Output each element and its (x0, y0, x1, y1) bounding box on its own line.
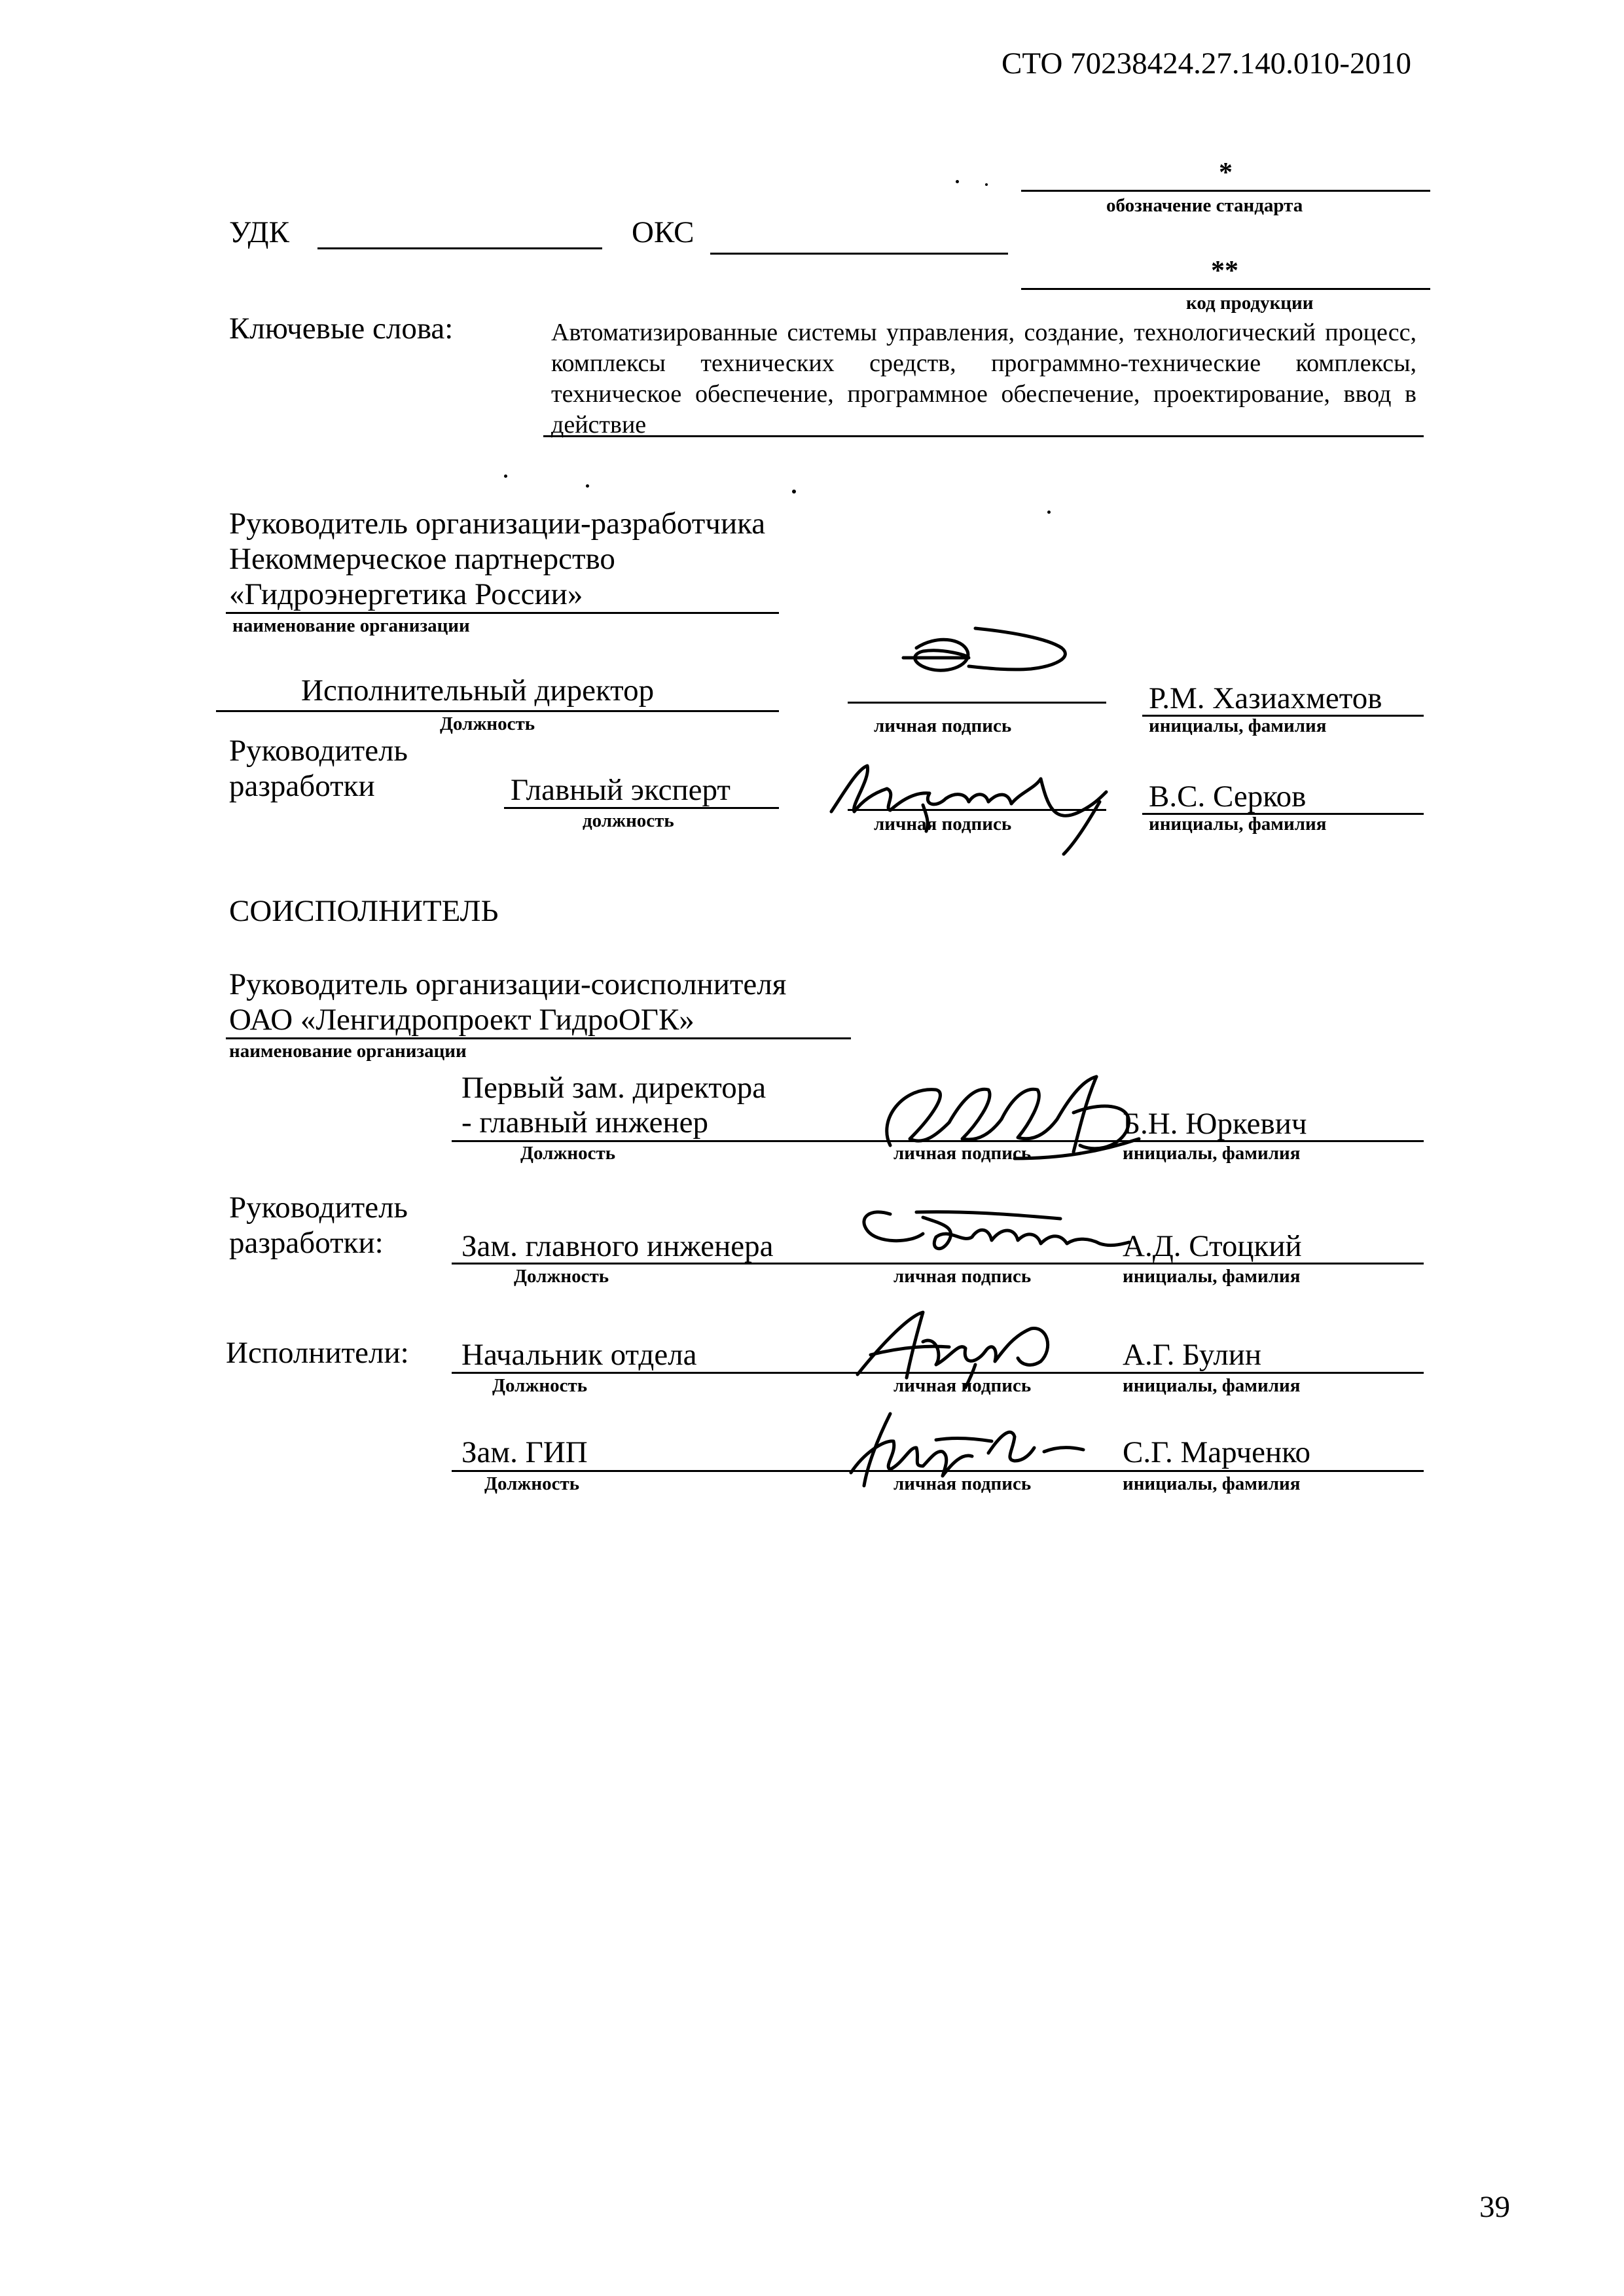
coexecutor-org-line (226, 1037, 851, 1039)
scan-speck (985, 183, 988, 186)
developer-org-caption: наименование организации (232, 615, 470, 636)
developer-lead-label-line2: разработки (229, 769, 375, 803)
developer-row1-signature-caption: личная подпись (874, 715, 1012, 736)
coexecutor-row1-position-line1: Первый зам. директора (461, 1071, 767, 1105)
developer-row2-signature-caption: личная подпись (874, 814, 1012, 834)
coexecutor-row3-name: А.Г. Булин (1123, 1338, 1262, 1372)
coexecutor-row3-position: Начальник отдела (461, 1338, 697, 1372)
developer-row1-name-caption: инициалы, фамилия (1149, 715, 1327, 736)
coexecutor-org-name: ОАО «Ленгидропроект ГидроОГК» (229, 1003, 695, 1037)
coexecutor-row4-signature-caption: личная подпись (893, 1473, 1032, 1494)
coexecutor-row4-position-caption: Должность (484, 1473, 580, 1494)
signature-serkov (825, 753, 1113, 857)
coexecutor-row3-name-caption: инициалы, фамилия (1123, 1375, 1301, 1396)
developer-row2-position-line (504, 807, 779, 809)
product-code-line (1021, 288, 1430, 290)
oks-line (710, 253, 1008, 255)
developer-row2-signature-line (848, 809, 1106, 811)
developer-head-line2: Некоммерческое партнерство (229, 542, 615, 576)
scan-speck (792, 490, 796, 493)
coexecutor-row2-name: А.Д. Стоцкий (1123, 1229, 1302, 1263)
developer-lead-label-line1: Руководитель (229, 734, 408, 768)
signature-stotsky (851, 1198, 1132, 1270)
coexecutor-row1-position-line2: - главный инженер (461, 1105, 708, 1139)
developer-row2-position-caption: должность (583, 810, 674, 831)
keywords-label: Ключевые слова: (229, 312, 454, 346)
coexecutor-row3-signature-caption: личная подпись (893, 1375, 1032, 1396)
coexecutor-org-caption: наименование организации (229, 1041, 467, 1062)
developer-row2-name-caption: инициалы, фамилия (1149, 814, 1327, 834)
developer-row1-position-caption: Должность (440, 713, 535, 734)
scan-speck (1047, 511, 1051, 514)
developer-row1-signature-line (848, 702, 1106, 704)
keywords-text: Автоматизированные системы управления, создание, технологический процесс, комплексы технических средств, программно-технические комплексы, техническое обеспечение, программное обеспечение, проектирование, ввод в действие (551, 319, 1416, 439)
developer-head-line1: Руководитель организации-разработчика (229, 507, 766, 541)
developer-org-name: «Гидроэнергетика России» (229, 577, 583, 611)
scan-speck (586, 484, 589, 488)
keywords-underline (543, 435, 1424, 437)
designation-caption: обозначение стандарта (1106, 195, 1303, 216)
coexecutor-row1-position-caption: Должность (520, 1143, 616, 1164)
scan-speck (504, 475, 507, 478)
coexecutor-row1-signature-caption: личная подпись (893, 1143, 1032, 1164)
coexecutor-row1-name-caption: инициалы, фамилия (1123, 1143, 1301, 1164)
developer-row2-position: Главный эксперт (511, 773, 731, 807)
developer-row1-position: Исполнительный директор (301, 673, 655, 708)
executors-label: Исполнители: (226, 1336, 409, 1370)
coexecutor-row1-name: Б.Н. Юркевич (1123, 1107, 1307, 1141)
coexecutor-row2-position: Зам. главного инженера (461, 1229, 774, 1263)
document-code: СТО 70238424.27.140.010-2010 (1001, 46, 1412, 81)
scan-speck (956, 180, 959, 183)
coexecutor-head-line1: Руководитель организации-соисполнителя (229, 967, 787, 1001)
developer-org-line (226, 612, 779, 614)
designation-line (1021, 190, 1430, 192)
coexecutor-row2-position-caption: Должность (514, 1266, 609, 1287)
oks-label: ОКС (632, 215, 695, 249)
coexecutor-row4-name-caption: инициалы, фамилия (1123, 1473, 1301, 1494)
udk-line (317, 247, 602, 249)
designation-mark: * (1219, 158, 1233, 188)
product-code-mark: ** (1211, 256, 1238, 286)
developer-row2-name: В.С. Серков (1149, 780, 1307, 814)
coexecutor-lead-label-line1: Руководитель (229, 1191, 408, 1225)
coexecutor-row2-name-caption: инициалы, фамилия (1123, 1266, 1301, 1287)
page-number: 39 (1479, 2190, 1510, 2224)
coexecutor-section-title: СОИСПОЛНИТЕЛЬ (229, 894, 499, 928)
coexecutor-row3-position-caption: Должность (492, 1375, 588, 1396)
developer-row1-position-line (216, 710, 779, 712)
udk-label: УДК (229, 215, 289, 249)
coexecutor-lead-label-line2: разработки: (229, 1226, 384, 1260)
signature-khaziakhmetov (890, 622, 1087, 700)
coexecutor-row2-signature-caption: личная подпись (893, 1266, 1032, 1287)
developer-row1-name: Р.М. Хазиахметов (1149, 681, 1382, 715)
product-code-caption: код продукции (1186, 293, 1314, 314)
coexecutor-row4-name: С.Г. Марченко (1123, 1435, 1311, 1469)
coexecutor-row4-position: Зам. ГИП (461, 1435, 588, 1469)
